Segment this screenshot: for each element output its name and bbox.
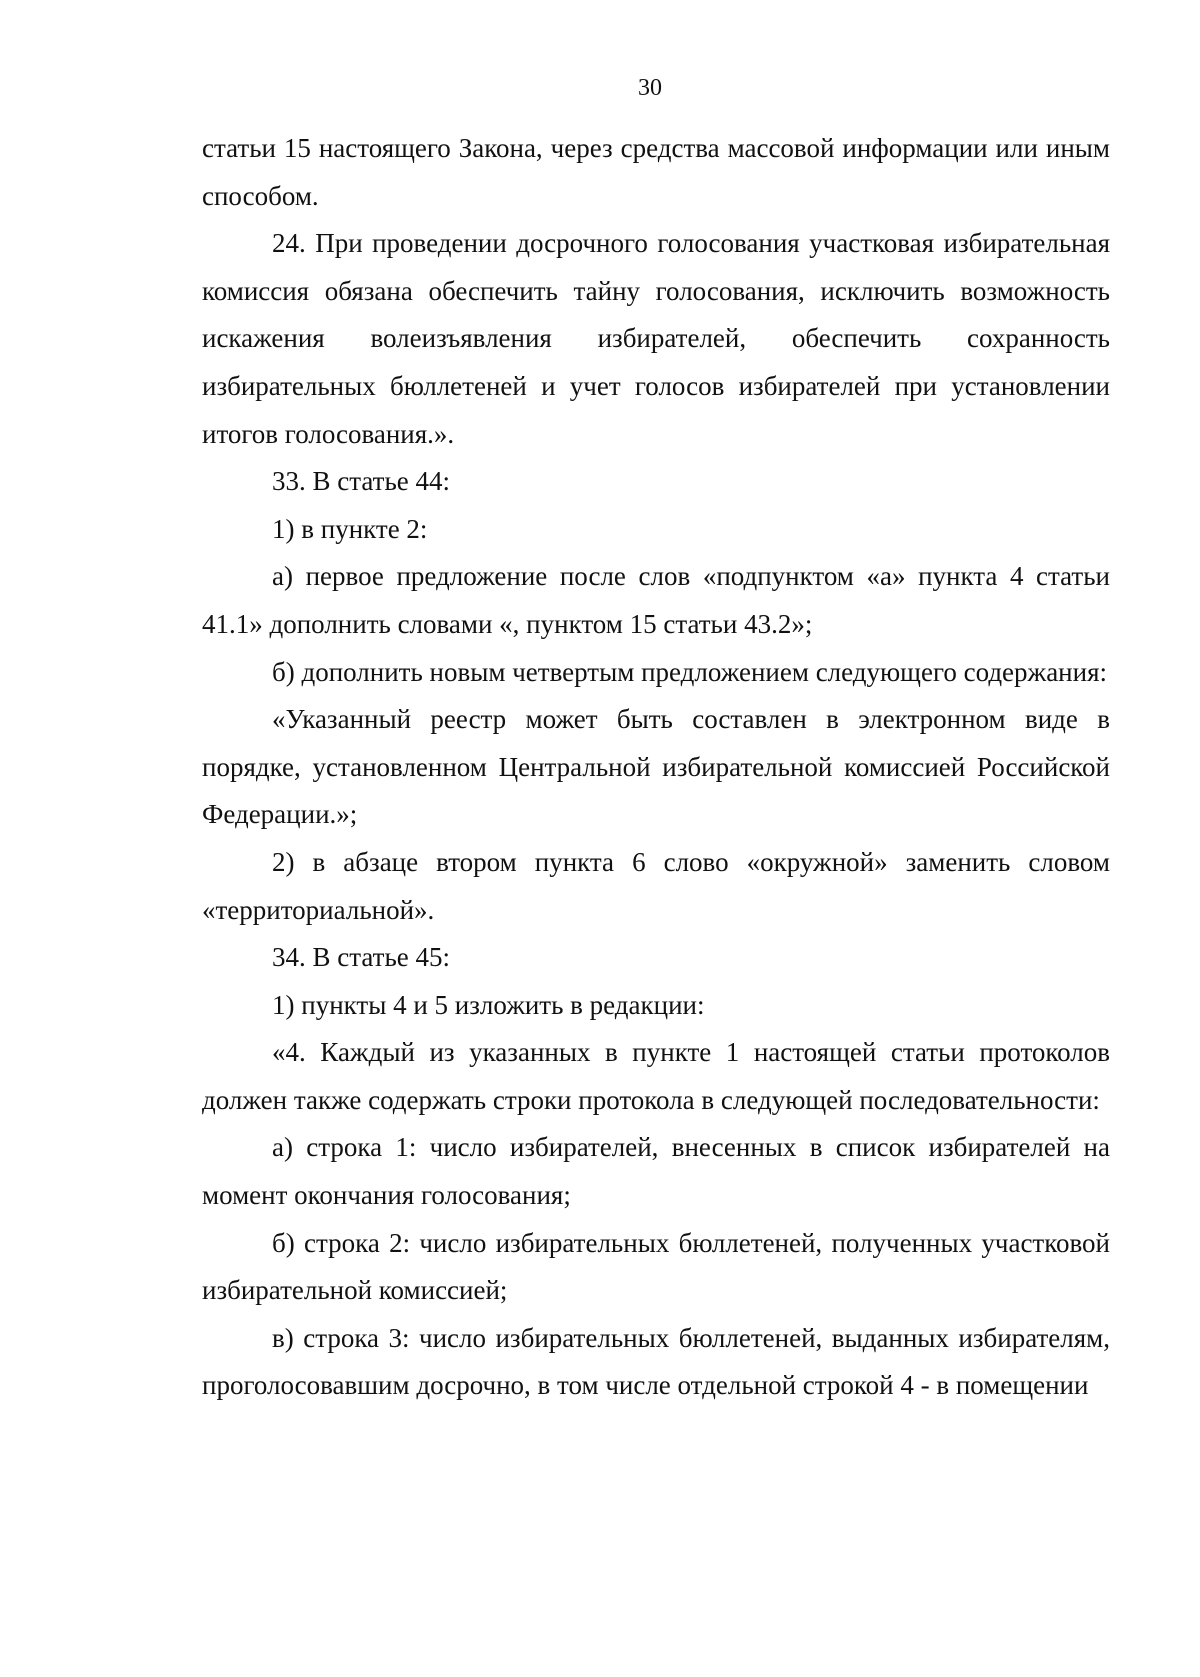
document-body: [202, 125, 1110, 1410]
paragraph: «Указанный реестр может быть составлен в электронном виде в порядке, установленном Центральной избирательной комиссией Российской Федерации.»;: [202, 704, 1110, 830]
paragraph: 1) в пункте 2:: [272, 513, 428, 544]
paragraph: статьи 15 настоящего Закона, через средства массовой информации или иным способом.: [202, 133, 1110, 211]
paragraph: 34. В статье 45:: [272, 942, 451, 973]
paragraph: в) строка 3: число избирательных бюллетеней, выданных избирателям, проголосовавшим досрочно, в том числе отдельной строкой 4 - в помещении: [202, 1322, 1110, 1401]
paragraph: а) первое предложение после слов «подпунктом «а» пункта 4 статьи 41.1» дополнить словами «, пунктом 15 статьи 43.2»;: [202, 561, 1110, 639]
paragraph: б) дополнить новым четвертым предложением следующего содержания:: [272, 656, 1107, 687]
paragraph: 33. В статье 44:: [272, 466, 451, 497]
paragraph: а) строка 1: число избирателей, внесенных в список избирателей на момент окончания голосования;: [202, 1132, 1110, 1211]
page-number: 30: [638, 75, 662, 101]
paragraph: «4. Каждый из указанных в пункте 1 настоящей статьи протоколов должен также содержать строки протокола в следующей последовательности:: [202, 1037, 1110, 1115]
paragraph: 24. При проведении досрочного голосования участковая избирательная комиссия обязана обеспечить тайну голосования, исключить возможность искажения волеизъявления избирателей, обеспечить сохранность избирательных бюллетеней и учет голосов избирателей при установлении итогов голосования.».: [202, 228, 1110, 449]
paragraph: б) строка 2: число избирательных бюллетеней, полученных участковой избирательной комиссией;: [202, 1227, 1110, 1306]
paragraph: 1) пункты 4 и 5 изложить в редакции:: [272, 989, 705, 1020]
paragraph: 2) в абзаце втором пункта 6 слово «окружной» заменить словом «территориальной».: [202, 846, 1110, 925]
